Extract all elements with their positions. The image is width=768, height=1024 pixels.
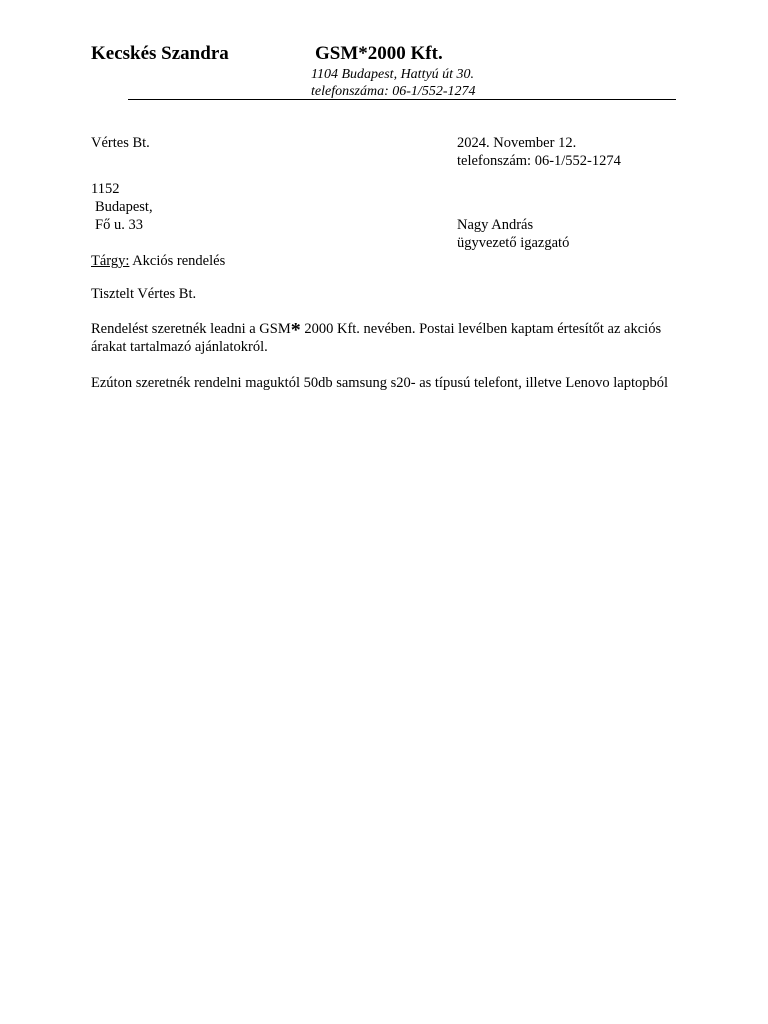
company-phone: telefonszáma: 06-1/552-1274	[311, 84, 476, 99]
recipient-street: Fő u. 33	[95, 217, 143, 233]
subject-line	[91, 252, 225, 270]
paragraph-1	[91, 320, 676, 356]
recipient-city: Budapest,	[95, 199, 153, 215]
paragraph-1-before: Rendelést szeretnék leadni a GSM	[91, 321, 291, 337]
date-block	[457, 134, 621, 170]
subject-label: Tárgy:	[91, 253, 130, 269]
company-contact	[311, 66, 475, 100]
recipient-zip: 1152	[91, 181, 120, 197]
recipient-name: Vértes Bt.	[91, 135, 150, 151]
letter-date: 2024. November 12.	[457, 135, 577, 151]
sender-name: Kecskés Szandra	[91, 43, 229, 64]
asterisk-mark: *	[290, 319, 301, 341]
subject-text: Akciós rendelés	[129, 253, 226, 269]
paragraph-1-after: 2000 Kft. nevében. Postai levélben kaptam értesítőt az akciós árakat tartalmazó ajánlatokról.	[91, 321, 662, 355]
paragraph-2: Ezúton szeretnék rendelni maguktól 50db samsung s20- as típusú telefont, illetve Lenovo laptopból	[91, 375, 669, 391]
signer-block	[457, 216, 569, 252]
header-divider	[128, 99, 676, 100]
signer-name: Nagy András	[457, 217, 534, 233]
company-name: GSM*2000 Kft.	[315, 43, 443, 64]
date-block-phone: telefonszám: 06-1/552-1274	[457, 153, 621, 169]
greeting: Tisztelt Vértes Bt.	[91, 286, 197, 302]
company-address: 1104 Budapest, Hattyú út 30.	[311, 67, 475, 82]
signer-title: ügyvezető igazgató	[457, 235, 570, 251]
recipient-address	[91, 180, 153, 234]
